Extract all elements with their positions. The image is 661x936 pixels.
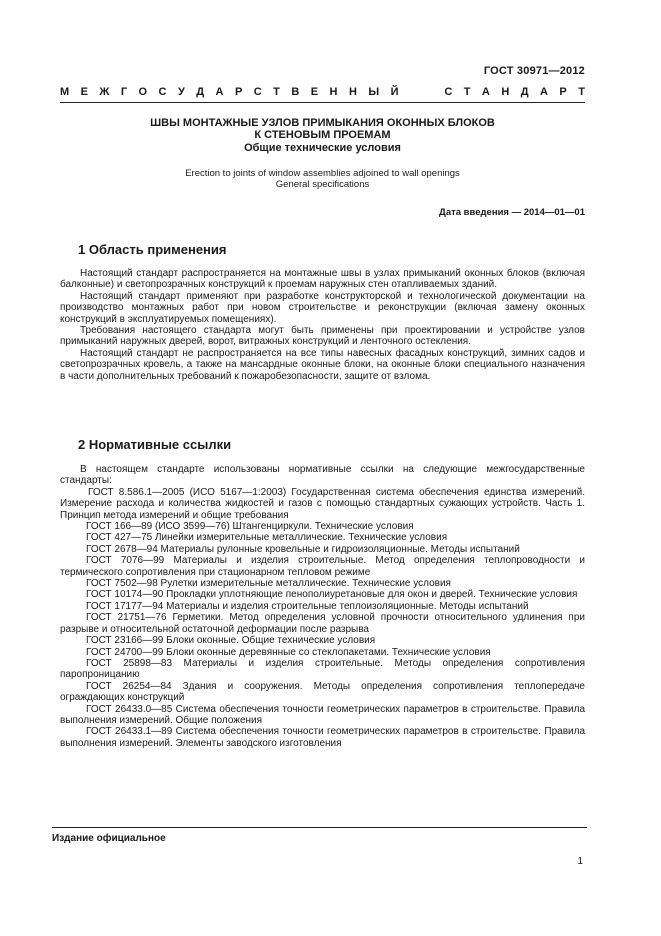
banner-letter: Т bbox=[463, 86, 471, 98]
official-edition-label: Издание официальное bbox=[52, 833, 166, 844]
reference-item: ГОСТ 7076—99 Материалы и изделия строительные. Метод определения теплопроводности и термического сопротивления при стационарном тепловом режиме bbox=[60, 555, 585, 578]
reference-item: ГОСТ 166—89 (ИСО 3599—76) Штангенциркули. Технические условия bbox=[86, 521, 414, 533]
reference-item: ГОСТ 2678—94 Материалы рулонные кровельные и гидроизоляционные. Методы испытаний bbox=[86, 543, 520, 555]
banner-letter: А bbox=[481, 86, 490, 98]
section-scope-body bbox=[60, 268, 585, 382]
title-line: К СТЕНОВЫМ ПРОЕМАМ bbox=[254, 129, 391, 141]
header-divider bbox=[60, 102, 585, 103]
interstate-standard-banner bbox=[60, 86, 585, 98]
page-number: 1 bbox=[577, 856, 583, 867]
reference-item: ГОСТ 17177—94 Материалы и изделия строительные теплоизоляционные. Методы испытаний bbox=[86, 600, 529, 612]
footer-divider bbox=[52, 827, 587, 828]
banner-letter: Т bbox=[273, 86, 280, 98]
section-heading-scope: 1 Область применения bbox=[78, 242, 227, 257]
english-title bbox=[60, 168, 585, 190]
gost-code: ГОСТ 30971—2012 bbox=[483, 65, 585, 77]
reference-item: ГОСТ 24700—99 Блоки оконные деревянные со стеклопакетами. Технические условия bbox=[86, 646, 491, 658]
banner-letter: Г bbox=[120, 86, 128, 98]
paragraph: Настоящий стандарт не распространяется на все типы навесных фасадных конструкций, зимних садов и светопрозрачных кровель, а также на мансардные оконные блоки, на оконные блоки специального назначения в части дополнительных требований к пожаробезопасности, защите от взлома. bbox=[60, 347, 585, 382]
english-title-line: Erection to joints of window assemblies adjoined to wall openings bbox=[185, 168, 460, 179]
title-line: ШВЫ МОНТАЖНЫЕ УЗЛОВ ПРИМЫКАНИЯ ОКОННЫХ БЛОКОВ bbox=[150, 117, 495, 129]
english-title-line: General specifications bbox=[275, 179, 370, 190]
paragraph: Настоящий стандарт применяют при разработке конструкторской и технологической документации на производство монтажных работ при новом строительстве и реконструкции (включая замену оконных конструкций в эксплуатируемых помещениях). bbox=[60, 290, 585, 325]
banner-letter: Р bbox=[559, 86, 567, 98]
document-title bbox=[60, 117, 585, 154]
reference-item: ГОСТ 10174—90 Прокладки уплотняющие пенополиуретановые для окон и дверей. Технические условия bbox=[86, 589, 578, 601]
banner-letter: Р bbox=[234, 86, 243, 98]
reference-item: ГОСТ 26433.1—89 Система обеспечения точности геометрических параметров в строительстве. Правила выполнения измерений. Элементы заводского изготовления bbox=[60, 726, 585, 749]
reference-item: ГОСТ 26433.0—85 Система обеспечения точности геометрических параметров в строительстве. Правила выполнения измерений. Общие положения bbox=[60, 703, 585, 726]
title-subtitle: Общие технические условия bbox=[244, 142, 401, 154]
banner-letter: Н bbox=[329, 86, 338, 98]
banner-letter: С bbox=[444, 86, 453, 98]
reference-item: ГОСТ 21751—76 Герметики. Метод определения условной прочности относительного удлинения при разрыве и относительной остаточной деформации после разрыва bbox=[60, 612, 585, 635]
banner-letter: Ы bbox=[368, 86, 380, 98]
banner-letter: А bbox=[215, 86, 224, 98]
reference-item: ГОСТ 7502—98 Рулетки измерительные металлические. Технические условия bbox=[86, 578, 451, 590]
banner-letter: Д bbox=[520, 86, 529, 98]
reference-item: ГОСТ 26254—84 Здания и сооружения. Методы определения сопротивления теплопередаче ограждающих конструкций bbox=[60, 680, 585, 704]
reference-item: ГОСТ 8.586.1—2005 (ИСО 5167—1:2003) Государственная система обеспечения единства измерений. Измерение расхода и количества жидкостей и газов с помощью стандартных сужающих устройств. Часть 1. Принцип метода измерений и общие требования bbox=[60, 486, 585, 521]
banner-letter: Н bbox=[501, 86, 510, 98]
banner-letter: Н bbox=[348, 86, 357, 98]
paragraph: В настоящем стандарте использованы нормативные ссылки на следующие межгосударственные стандарты: bbox=[60, 464, 585, 487]
introduction-date: Дата введения — 2014—01—01 bbox=[439, 207, 585, 218]
reference-item: ГОСТ 427—75 Линейки измерительные металлические. Технические условия bbox=[86, 532, 448, 544]
banner-letter: Ж bbox=[99, 86, 110, 98]
reference-item: ГОСТ 23166—99 Блоки оконные. Общие технические условия bbox=[86, 635, 376, 647]
banner-letter: Й bbox=[390, 86, 399, 98]
paragraph: Требования настоящего стандарта могут быть применены при проектировании и устройстве узлов примыканий наружных дверей, ворот, витражных конструкций и ленточного остекления. bbox=[60, 325, 585, 348]
banner-letter: С bbox=[253, 86, 262, 98]
section-references-body bbox=[60, 464, 585, 749]
banner-letter: Д bbox=[196, 86, 205, 98]
banner-letter: С bbox=[158, 86, 167, 98]
banner-letter: Т bbox=[578, 86, 585, 98]
section-heading-references: 2 Нормативные ссылки bbox=[78, 437, 232, 452]
banner-letter: В bbox=[291, 86, 300, 98]
paragraph: Настоящий стандарт распространяется на монтажные швы в узлах примыканий оконных блоков (включая балконные) и светопрозрачных конструкций к проемам наружных стен отапливаемых зданий. bbox=[60, 268, 585, 291]
banner-letter: М bbox=[60, 86, 70, 98]
reference-item: ГОСТ 25898—83 Материалы и изделия строительные. Методы определения сопротивления паропроницанию bbox=[60, 657, 585, 681]
banner-letter: О bbox=[138, 86, 148, 98]
banner-letter: Е bbox=[310, 86, 319, 98]
banner-letter: У bbox=[177, 86, 185, 98]
banner-letter: А bbox=[540, 86, 548, 98]
banner-letter: Е bbox=[80, 86, 88, 98]
